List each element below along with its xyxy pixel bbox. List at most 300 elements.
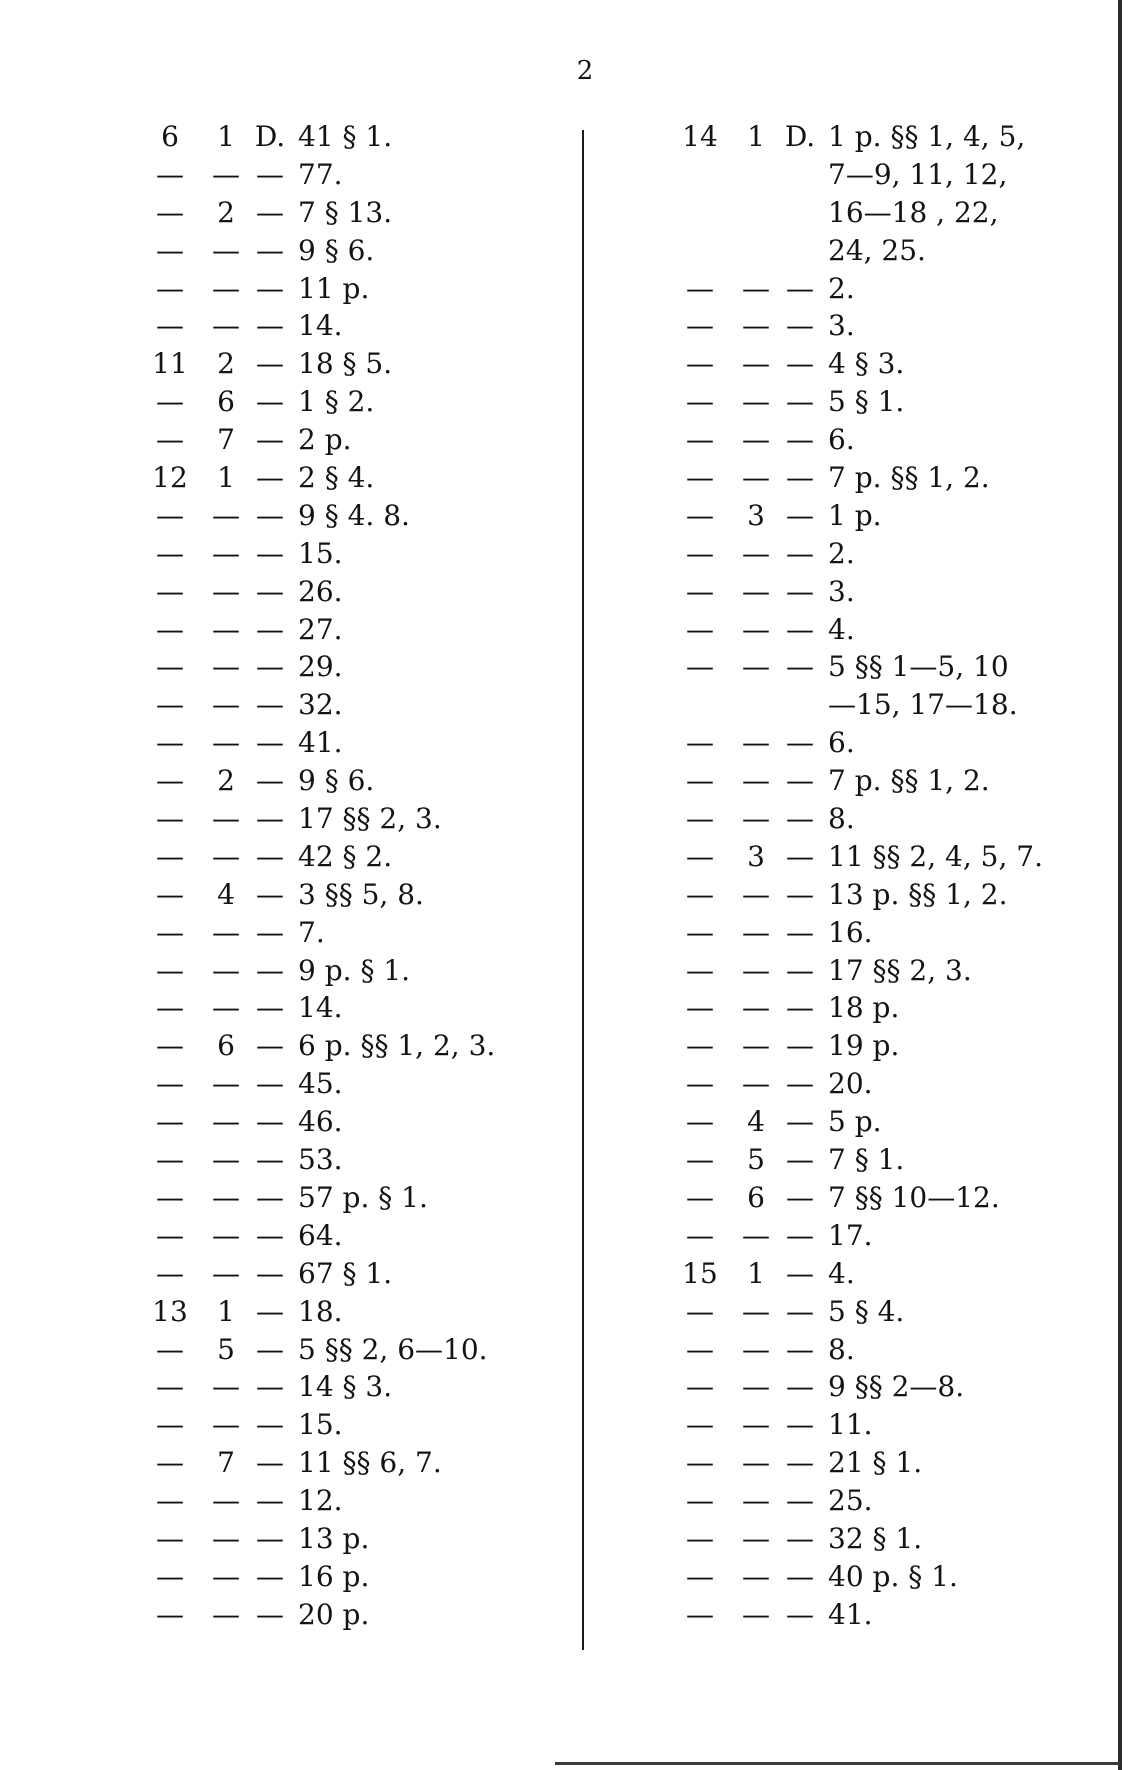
entry-reference: 14. bbox=[298, 991, 343, 1025]
entry-reference: 2. bbox=[828, 536, 855, 570]
index-entry bbox=[680, 1406, 1090, 1444]
entry-source: — bbox=[786, 953, 814, 987]
index-entry bbox=[680, 1255, 1090, 1293]
entry-book: — bbox=[156, 1559, 184, 1593]
entry-reference: 7 p. §§ 1, 2. bbox=[828, 764, 990, 798]
index-entry bbox=[150, 497, 570, 535]
entry-source: — bbox=[786, 1559, 814, 1593]
entry-reference: 15. bbox=[298, 1408, 343, 1442]
entry-source: — bbox=[256, 1029, 284, 1063]
entry-reference: 7 §§ 10—12. bbox=[828, 1180, 1000, 1214]
entry-title: — bbox=[742, 423, 770, 457]
entry-reference: 27. bbox=[298, 612, 343, 646]
index-entry bbox=[680, 686, 1090, 724]
entry-source: — bbox=[786, 991, 814, 1025]
entry-title: — bbox=[212, 271, 240, 305]
index-entry bbox=[680, 156, 1090, 194]
entry-title: — bbox=[212, 1105, 240, 1139]
entry-title: — bbox=[212, 688, 240, 722]
entry-reference: 9 § 4. 8. bbox=[298, 498, 410, 532]
index-entry bbox=[150, 800, 570, 838]
entry-source: — bbox=[786, 650, 814, 684]
entry-reference: 1 p. bbox=[828, 498, 882, 532]
entry-book: — bbox=[686, 612, 714, 646]
entry-title: — bbox=[742, 461, 770, 495]
entry-reference: 67 § 1. bbox=[298, 1256, 393, 1290]
entry-source: — bbox=[256, 1067, 284, 1101]
entry-book: — bbox=[156, 385, 184, 419]
index-entry bbox=[150, 1520, 570, 1558]
index-entry bbox=[680, 800, 1090, 838]
entry-reference: 41. bbox=[828, 1597, 873, 1631]
index-entry bbox=[680, 838, 1090, 876]
entry-reference: 8. bbox=[828, 1332, 855, 1366]
index-entry bbox=[680, 421, 1090, 459]
entry-book: — bbox=[686, 309, 714, 343]
index-entry bbox=[680, 1368, 1090, 1406]
entry-source: — bbox=[786, 1597, 814, 1631]
entry-source: — bbox=[256, 726, 284, 760]
index-entry bbox=[150, 421, 570, 459]
entry-book: — bbox=[156, 1446, 184, 1480]
index-entry bbox=[150, 611, 570, 649]
index-entry bbox=[150, 1482, 570, 1520]
entry-source: — bbox=[786, 1218, 814, 1252]
entry-reference: 18 § 5. bbox=[298, 347, 393, 381]
entry-title: — bbox=[742, 1446, 770, 1480]
entry-book: — bbox=[686, 650, 714, 684]
entry-source: — bbox=[786, 309, 814, 343]
entry-title: — bbox=[742, 309, 770, 343]
entry-title: — bbox=[742, 991, 770, 1025]
index-entry bbox=[680, 194, 1090, 232]
entry-reference: 6 p. §§ 1, 2, 3. bbox=[298, 1029, 496, 1063]
index-entry bbox=[680, 1065, 1090, 1103]
entry-source: — bbox=[256, 650, 284, 684]
entry-source: — bbox=[786, 1143, 814, 1177]
entry-source: — bbox=[256, 347, 284, 381]
entry-book: 15 bbox=[682, 1256, 718, 1290]
index-entry bbox=[150, 1293, 570, 1331]
entry-source: — bbox=[786, 1029, 814, 1063]
entry-book: — bbox=[686, 1029, 714, 1063]
entry-source: — bbox=[786, 461, 814, 495]
entry-book: — bbox=[686, 423, 714, 457]
entry-title: 1 bbox=[747, 1256, 765, 1290]
entry-source: — bbox=[256, 1332, 284, 1366]
entry-reference: 7 p. §§ 1, 2. bbox=[828, 461, 990, 495]
entry-reference: 32 § 1. bbox=[828, 1521, 923, 1555]
index-entry bbox=[150, 345, 570, 383]
entry-book: 13 bbox=[152, 1294, 188, 1328]
entry-book: — bbox=[156, 195, 184, 229]
entry-reference: 13 p. bbox=[298, 1521, 370, 1555]
index-entry bbox=[150, 1368, 570, 1406]
index-entry bbox=[150, 1103, 570, 1141]
entry-title: — bbox=[212, 1408, 240, 1442]
entry-reference: 14 § 3. bbox=[298, 1370, 393, 1404]
entry-source: — bbox=[786, 915, 814, 949]
entry-source: — bbox=[786, 764, 814, 798]
entry-source: — bbox=[786, 802, 814, 836]
entry-source: — bbox=[256, 461, 284, 495]
entry-reference: 7—9, 11, 12, bbox=[828, 157, 1008, 191]
entry-book: — bbox=[156, 498, 184, 532]
entry-title: — bbox=[742, 574, 770, 608]
index-entry bbox=[680, 1558, 1090, 1596]
index-entry bbox=[680, 876, 1090, 914]
right-column bbox=[680, 118, 1090, 1634]
entry-title: 5 bbox=[217, 1332, 235, 1366]
entry-title: — bbox=[742, 1597, 770, 1631]
entry-source: — bbox=[256, 1559, 284, 1593]
entry-book: — bbox=[686, 461, 714, 495]
entry-reference: 7. bbox=[298, 915, 325, 949]
entry-source: — bbox=[786, 612, 814, 646]
entry-source: — bbox=[256, 1408, 284, 1442]
entry-title: 7 bbox=[217, 1446, 235, 1480]
entry-title: — bbox=[742, 764, 770, 798]
index-entry bbox=[680, 535, 1090, 573]
entry-title: — bbox=[212, 1180, 240, 1214]
entry-book: — bbox=[156, 1597, 184, 1631]
entry-source: — bbox=[256, 839, 284, 873]
entry-source: — bbox=[256, 233, 284, 267]
entry-source: — bbox=[256, 1597, 284, 1631]
entry-title: — bbox=[212, 1559, 240, 1593]
entry-title: — bbox=[212, 612, 240, 646]
index-entry bbox=[680, 1217, 1090, 1255]
entry-reference: 45. bbox=[298, 1067, 343, 1101]
entry-source: — bbox=[256, 157, 284, 191]
entry-source: — bbox=[786, 839, 814, 873]
entry-reference: 9 § 6. bbox=[298, 233, 375, 267]
entry-title: 5 bbox=[747, 1143, 765, 1177]
entry-book: — bbox=[686, 347, 714, 381]
page-bottom-line bbox=[555, 1762, 1120, 1765]
entry-reference: 26. bbox=[298, 574, 343, 608]
index-entry bbox=[150, 1217, 570, 1255]
entry-source: — bbox=[256, 688, 284, 722]
entry-book: — bbox=[156, 423, 184, 457]
entry-reference: 20 p. bbox=[298, 1597, 370, 1631]
entry-source: — bbox=[786, 726, 814, 760]
entry-source: — bbox=[256, 498, 284, 532]
entry-reference: 6. bbox=[828, 423, 855, 457]
index-entry bbox=[680, 1027, 1090, 1065]
entry-title: — bbox=[212, 1256, 240, 1290]
entry-reference: —15, 17—18. bbox=[828, 688, 1018, 722]
entry-reference: 18 p. bbox=[828, 991, 900, 1025]
index-entry bbox=[680, 573, 1090, 611]
entry-title: — bbox=[212, 1597, 240, 1631]
entry-book: — bbox=[156, 877, 184, 911]
entry-reference: 14. bbox=[298, 309, 343, 343]
entry-source: — bbox=[256, 877, 284, 911]
entry-title: — bbox=[742, 612, 770, 646]
entry-reference: 29. bbox=[298, 650, 343, 684]
entry-title: — bbox=[212, 536, 240, 570]
index-entry bbox=[150, 1558, 570, 1596]
entry-book: — bbox=[686, 1105, 714, 1139]
entry-book: — bbox=[156, 157, 184, 191]
index-entry bbox=[680, 270, 1090, 308]
entry-book: — bbox=[686, 1521, 714, 1555]
entry-title: — bbox=[742, 1332, 770, 1366]
entry-source: — bbox=[786, 1484, 814, 1518]
entry-book: — bbox=[686, 536, 714, 570]
entry-source: — bbox=[256, 953, 284, 987]
entry-title: 1 bbox=[217, 461, 235, 495]
entry-reference: 18. bbox=[298, 1294, 343, 1328]
index-entry bbox=[150, 383, 570, 421]
index-entry bbox=[150, 876, 570, 914]
entry-reference: 77. bbox=[298, 157, 343, 191]
entry-reference: 7 § 1. bbox=[828, 1143, 905, 1177]
entry-reference: 21 § 1. bbox=[828, 1446, 923, 1480]
index-entry bbox=[150, 1406, 570, 1444]
entry-source: — bbox=[256, 271, 284, 305]
entry-source: — bbox=[786, 1067, 814, 1101]
index-entry bbox=[680, 1520, 1090, 1558]
entry-source: — bbox=[256, 1446, 284, 1480]
index-entry bbox=[680, 989, 1090, 1027]
page-edge-line bbox=[1118, 0, 1122, 1770]
entry-source: — bbox=[256, 423, 284, 457]
entry-title: — bbox=[212, 839, 240, 873]
entry-reference: 4. bbox=[828, 612, 855, 646]
entry-book: — bbox=[686, 1484, 714, 1518]
entry-reference: 16 p. bbox=[298, 1559, 370, 1593]
entry-title: — bbox=[212, 1370, 240, 1404]
entry-book: — bbox=[156, 271, 184, 305]
index-entry bbox=[150, 762, 570, 800]
entry-book: — bbox=[686, 726, 714, 760]
index-entry bbox=[150, 1065, 570, 1103]
index-entry bbox=[150, 1331, 570, 1369]
index-entry bbox=[680, 1482, 1090, 1520]
entry-reference: 32. bbox=[298, 688, 343, 722]
entry-book: — bbox=[686, 1559, 714, 1593]
entry-reference: 1 § 2. bbox=[298, 385, 375, 419]
index-entry bbox=[680, 118, 1090, 156]
entry-source: — bbox=[786, 1370, 814, 1404]
entry-title: — bbox=[742, 877, 770, 911]
entry-book: — bbox=[156, 1067, 184, 1101]
entry-book: — bbox=[156, 574, 184, 608]
entry-book: — bbox=[686, 802, 714, 836]
entry-source: — bbox=[256, 764, 284, 798]
entry-title: 6 bbox=[217, 1029, 235, 1063]
entry-book: — bbox=[156, 233, 184, 267]
entry-title: — bbox=[742, 1370, 770, 1404]
index-entry bbox=[150, 1141, 570, 1179]
entry-reference: 12. bbox=[298, 1484, 343, 1518]
index-entry bbox=[680, 459, 1090, 497]
entry-title: — bbox=[212, 991, 240, 1025]
index-entry bbox=[150, 1255, 570, 1293]
entry-title: — bbox=[742, 1484, 770, 1518]
entry-source: — bbox=[256, 385, 284, 419]
entry-source: — bbox=[256, 612, 284, 646]
entry-title: 3 bbox=[747, 839, 765, 873]
index-entry bbox=[150, 952, 570, 990]
entry-source: — bbox=[786, 347, 814, 381]
entry-source: — bbox=[786, 385, 814, 419]
entry-title: — bbox=[742, 1521, 770, 1555]
entry-reference: 42 § 2. bbox=[298, 839, 393, 873]
entry-title: — bbox=[742, 271, 770, 305]
index-entry bbox=[680, 1293, 1090, 1331]
entry-title: 4 bbox=[747, 1105, 765, 1139]
entry-reference: 5 §§ 2, 6—10. bbox=[298, 1332, 488, 1366]
index-entry bbox=[680, 307, 1090, 345]
entry-source: — bbox=[256, 1105, 284, 1139]
entry-reference: 5 § 4. bbox=[828, 1294, 905, 1328]
index-entry bbox=[150, 989, 570, 1027]
entry-book: — bbox=[156, 650, 184, 684]
index-entry bbox=[150, 686, 570, 724]
entry-title: — bbox=[212, 574, 240, 608]
entry-book: — bbox=[686, 385, 714, 419]
index-entry bbox=[680, 1444, 1090, 1482]
entry-book: 6 bbox=[161, 120, 179, 153]
entry-title: — bbox=[742, 802, 770, 836]
entry-book: — bbox=[686, 1143, 714, 1177]
entry-reference: 20. bbox=[828, 1067, 873, 1101]
entry-source: — bbox=[256, 1484, 284, 1518]
entry-title: — bbox=[742, 726, 770, 760]
entry-reference: 9 p. § 1. bbox=[298, 953, 411, 987]
entry-title: — bbox=[742, 1029, 770, 1063]
entry-book: — bbox=[156, 1143, 184, 1177]
entry-source: — bbox=[256, 1180, 284, 1214]
index-entry bbox=[680, 611, 1090, 649]
entry-reference: 2. bbox=[828, 271, 855, 305]
entry-reference: 11. bbox=[828, 1408, 873, 1442]
entry-reference: 46. bbox=[298, 1105, 343, 1139]
index-entry bbox=[680, 762, 1090, 800]
entry-book: — bbox=[156, 1105, 184, 1139]
entry-book: — bbox=[156, 1332, 184, 1366]
entry-reference: 53. bbox=[298, 1143, 343, 1177]
entry-title: 2 bbox=[217, 195, 235, 229]
entry-book: — bbox=[156, 915, 184, 949]
entry-reference: 2 p. bbox=[298, 423, 352, 457]
entry-book: — bbox=[156, 688, 184, 722]
entry-reference: 41. bbox=[298, 726, 343, 760]
entry-title: — bbox=[212, 498, 240, 532]
index-entry bbox=[150, 648, 570, 686]
index-entry bbox=[680, 497, 1090, 535]
entry-reference: 24, 25. bbox=[828, 233, 926, 267]
entry-reference: 3. bbox=[828, 574, 855, 608]
entry-book: — bbox=[156, 1029, 184, 1063]
entry-book: 12 bbox=[152, 461, 188, 495]
entry-reference: 6. bbox=[828, 726, 855, 760]
entry-reference: 19 p. bbox=[828, 1029, 900, 1063]
index-entry bbox=[680, 383, 1090, 421]
entry-reference: 25. bbox=[828, 1484, 873, 1518]
index-entry bbox=[680, 1596, 1090, 1634]
entry-source: D. bbox=[784, 120, 816, 153]
entry-source: — bbox=[786, 1256, 814, 1290]
entry-title: 7 bbox=[217, 423, 235, 457]
entry-book: — bbox=[156, 839, 184, 873]
entry-source: — bbox=[786, 574, 814, 608]
entry-reference: 15. bbox=[298, 536, 343, 570]
entry-title: — bbox=[212, 650, 240, 684]
entry-title: 1 bbox=[217, 120, 235, 153]
entry-reference: 11 §§ 6, 7. bbox=[298, 1446, 442, 1480]
entry-reference: 11 §§ 2, 4, 5, 7. bbox=[828, 839, 1043, 873]
index-entry bbox=[150, 270, 570, 308]
entry-reference: 7 § 13. bbox=[298, 195, 393, 229]
entry-book: — bbox=[156, 991, 184, 1025]
entry-book: 11 bbox=[152, 347, 188, 381]
entry-source: — bbox=[786, 1105, 814, 1139]
entry-reference: 40 p. § 1. bbox=[828, 1559, 958, 1593]
entry-title: 4 bbox=[217, 877, 235, 911]
entry-reference: 5 §§ 1—5, 10 bbox=[828, 650, 1009, 684]
entry-source: — bbox=[786, 1180, 814, 1214]
entry-book: — bbox=[686, 877, 714, 911]
entry-book: — bbox=[686, 915, 714, 949]
entry-reference: 17 §§ 2, 3. bbox=[298, 802, 442, 836]
index-entry bbox=[150, 1444, 570, 1482]
entry-title: — bbox=[742, 650, 770, 684]
entry-title: — bbox=[212, 915, 240, 949]
index-entry bbox=[680, 1179, 1090, 1217]
entry-reference: 9 § 6. bbox=[298, 764, 375, 798]
entry-reference: 5 p. bbox=[828, 1105, 882, 1139]
index-entry bbox=[150, 724, 570, 762]
index-entry bbox=[680, 648, 1090, 686]
entry-book: — bbox=[156, 1521, 184, 1555]
entry-title: — bbox=[742, 953, 770, 987]
column-divider bbox=[582, 130, 584, 1650]
entry-title: — bbox=[742, 347, 770, 381]
entry-title: — bbox=[742, 385, 770, 419]
entry-source: — bbox=[256, 991, 284, 1025]
entry-reference: 8. bbox=[828, 802, 855, 836]
entry-source: — bbox=[256, 1294, 284, 1328]
entry-reference: 4 § 3. bbox=[828, 347, 905, 381]
entry-title: — bbox=[212, 1521, 240, 1555]
entry-book: — bbox=[686, 1332, 714, 1366]
entry-book: — bbox=[156, 1408, 184, 1442]
index-entry bbox=[150, 307, 570, 345]
entry-source: — bbox=[256, 1143, 284, 1177]
entry-source: — bbox=[256, 915, 284, 949]
entry-source: — bbox=[256, 574, 284, 608]
entry-source: — bbox=[786, 271, 814, 305]
entry-book: — bbox=[156, 726, 184, 760]
entry-source: — bbox=[256, 195, 284, 229]
index-entry bbox=[150, 914, 570, 952]
entry-title: — bbox=[212, 1143, 240, 1177]
entry-book: — bbox=[686, 1180, 714, 1214]
entry-source: — bbox=[786, 498, 814, 532]
entry-title: — bbox=[212, 1484, 240, 1518]
index-entry bbox=[150, 232, 570, 270]
entry-title: 1 bbox=[747, 120, 765, 153]
index-entry bbox=[150, 838, 570, 876]
entry-source: — bbox=[256, 1256, 284, 1290]
entry-reference: 3. bbox=[828, 309, 855, 343]
entry-title: — bbox=[212, 726, 240, 760]
entry-book: — bbox=[686, 1597, 714, 1631]
